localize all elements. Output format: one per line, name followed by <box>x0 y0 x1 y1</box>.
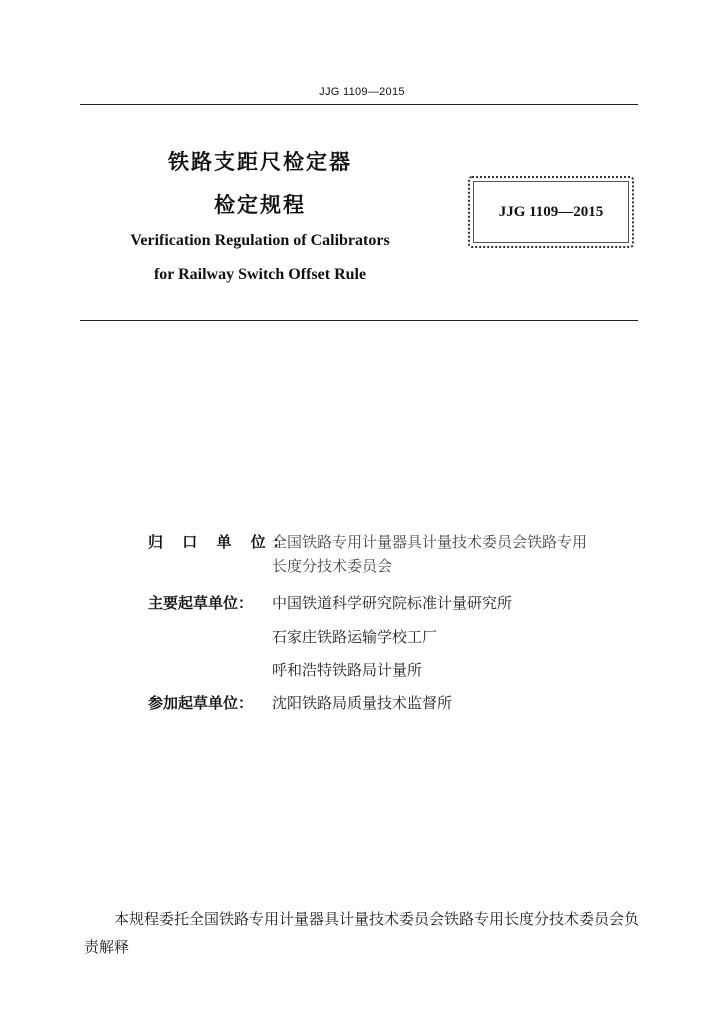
guikou-value-line1: 全国铁路专用计量器具计量技术委员会铁路专用 <box>272 533 588 551</box>
title-chinese-line2: 检定规程 <box>214 193 306 217</box>
responsibility-row-main-2 <box>272 626 644 648</box>
guikou-value-line2: 长度分技术委员会 <box>272 557 393 575</box>
responsibility-row-guikou-cont <box>272 555 644 577</box>
main-drafting-unit-3: 呼和浩特铁路局计量所 <box>272 661 423 679</box>
responsibility-row-main-3 <box>272 659 644 681</box>
responsibility-row-main <box>148 592 644 614</box>
title-chinese-line1: 铁路支距尺检定器 <box>168 150 352 174</box>
interpretation-note: 本规程委托全国铁路专用计量器具计量技术委员会铁路专用长度分技术委员会负责解释 <box>84 910 640 956</box>
title-english-line2: for Railway Switch Offset Rule <box>153 266 367 283</box>
main-drafting-label: 主要起草单位： <box>148 594 254 612</box>
main-drafting-unit-2: 石家庄铁路运输学校工厂 <box>272 628 438 646</box>
main-drafting-unit-1: 中国铁道科学研究院标准计量研究所 <box>272 594 513 612</box>
header-standard-code: JJG 1109—2015 <box>319 86 405 98</box>
standard-code-box-text: JJG 1109—2015 <box>498 204 604 220</box>
responsibility-row-participating <box>148 692 644 714</box>
participating-drafting-unit: 沈阳铁路局质量技术监督所 <box>272 694 453 712</box>
header-rule <box>80 104 638 105</box>
responsibility-row-guikou <box>148 531 644 553</box>
guikou-label: 归 口 单 位： <box>148 533 295 551</box>
title-english-line1: Verification Regulation of Calibrators <box>130 232 390 249</box>
standard-code-box <box>468 176 634 248</box>
title-rule <box>80 320 638 321</box>
participating-drafting-label: 参加起草单位： <box>148 694 254 712</box>
